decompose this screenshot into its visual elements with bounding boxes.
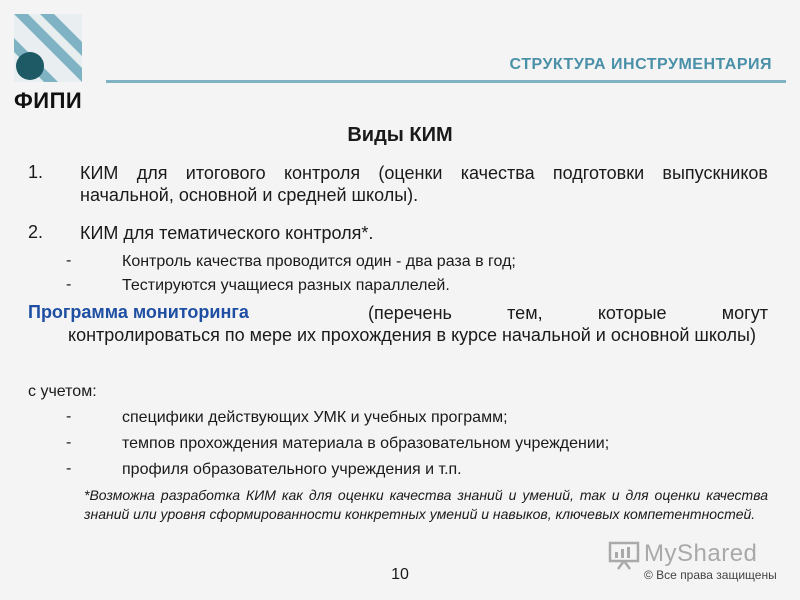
list-text: КИМ для тематического контроля*. <box>80 223 374 243</box>
footnote: *Возможна разработка КИМ как для оценки качества знаний и умений, так и для оценки качества знаний или уровня сформированности конкретных умений и навыков, ключевых компетентностей. <box>84 487 768 522</box>
myshared-watermark[interactable] <box>608 540 788 592</box>
list-item-1 <box>28 162 768 206</box>
monitoring-description <box>68 302 768 346</box>
section-title: СТРУКТУРА ИНСТРУМЕНТАРИЯ <box>509 56 772 73</box>
sublist-item: Тестируются учащиеся разных параллелей. <box>122 277 450 294</box>
monitoring-text-rest: контролироваться по мере их прохождения в курсе начальной и основной школы) <box>68 325 756 345</box>
page-number: 10 <box>391 566 409 583</box>
list-number: 1. <box>28 162 44 182</box>
header-divider <box>106 80 786 83</box>
monitoring-label: Программа мониторинга <box>28 302 249 322</box>
logo-graphic <box>14 14 82 82</box>
list-text: КИМ для итогового контроля (оценки качества подготовки выпускников начальной, основной и средней школы). <box>80 163 768 205</box>
dash-marker: - <box>66 460 72 477</box>
with-account-label: с учетом: <box>28 383 97 400</box>
dash-marker: - <box>66 408 72 425</box>
list-item-2 <box>28 222 768 244</box>
list-number: 2. <box>28 222 44 242</box>
dash-marker: - <box>66 434 72 451</box>
watermark-brand: MyShared <box>644 540 758 567</box>
monitoring-text-line1: (перечень тем, которые могут <box>368 303 768 323</box>
watermark-copyright: © Все права защищены <box>644 568 777 582</box>
dash-marker: - <box>66 252 72 269</box>
sublist-item: специфики действующих УМК и учебных программ; <box>122 409 508 426</box>
presentation-board-icon <box>608 540 640 570</box>
sublist-item: Контроль качества проводится один - два раза в год; <box>122 253 516 270</box>
slide-title: Виды КИМ <box>347 124 453 146</box>
sublist-item: темпов прохождения материала в образовательном учреждении; <box>122 435 610 452</box>
logo-text: ФИПИ <box>14 88 83 113</box>
sublist-item: профиля образовательного учреждения и т.п. <box>122 461 462 478</box>
fipi-logo <box>14 14 84 114</box>
dash-marker: - <box>66 276 72 293</box>
